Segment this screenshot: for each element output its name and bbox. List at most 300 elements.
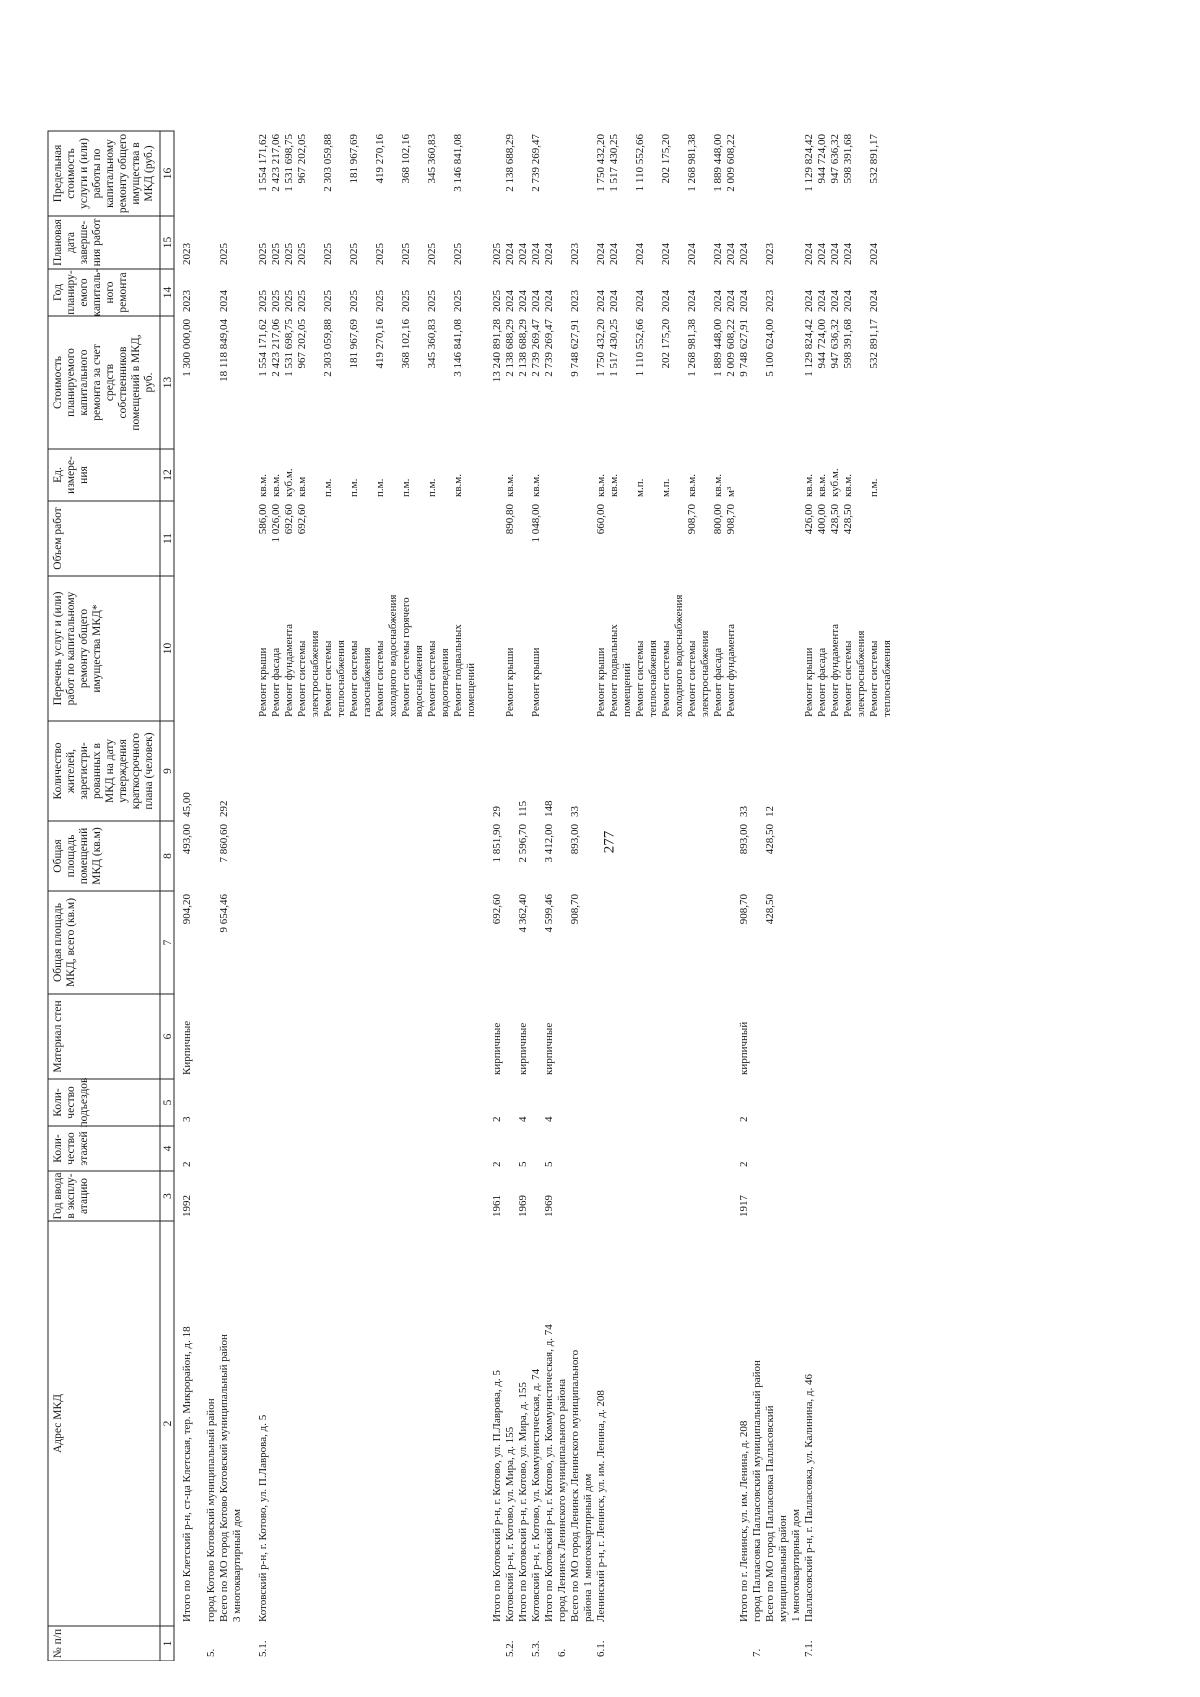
table-cell-col13: 2 138 688,29 (504, 319, 516, 377)
table-cell-col2: Палласовский р-н, г. Палласовка, ул. Калинина, д. 46 (803, 1374, 815, 1622)
table-cell-col6: кирпичные (517, 1022, 529, 1075)
table-cell-col13: 345 360,83 (426, 319, 438, 369)
table-cell-col10: Ремонт крыши (504, 647, 516, 717)
table-cell-col11: 660,00 (595, 504, 607, 535)
table-cell-col15: 2024 (543, 243, 555, 265)
table-cell-col16: 202 175,20 (660, 134, 672, 184)
table-cell-col14: 2025 (296, 290, 308, 312)
table-cell-col15: 2025 (426, 243, 438, 265)
table-cell-col15: 2024 (816, 243, 828, 265)
table-cell-col2: Итого по Котовский р-н, г. Котово, ул. Мира, д. 155 (517, 1382, 529, 1622)
table-cell-col8: 893,00 (738, 824, 750, 855)
table-cell-col10: Ремонт подвальных (608, 624, 620, 717)
table-cell-col5: 2 (491, 1116, 503, 1122)
column-header-6: Материал стен (52, 1000, 64, 1073)
table-cell-col6: Кирпичные (181, 1020, 193, 1075)
table-cell-col1: 6.1. (595, 1640, 607, 1657)
column-header-15: Плановая (52, 219, 64, 266)
table-cell-col12: кв.м. (270, 474, 282, 497)
table-cell-col9: 292 (218, 800, 230, 817)
table-cell-col12: кв.м. (686, 474, 698, 497)
table-cell-col8: 2 596,70 (517, 824, 529, 863)
table-cell-col3: 1969 (543, 1195, 555, 1217)
table-cell-col6: кирпичные (491, 1022, 503, 1075)
column-number-13: 13 (162, 376, 174, 389)
column-number-9: 9 (162, 768, 174, 774)
table-cell-col14: 2023 (764, 290, 776, 312)
column-header-14: Год (52, 284, 64, 301)
table-cell-col10: Ремонт системы (296, 640, 308, 717)
table-cell-col13: 5 100 624,00 (764, 319, 776, 377)
table-cell-col9: 12 (764, 806, 776, 817)
column-header-1: № п/п (52, 1628, 64, 1659)
table-cell-col11: 908,70 (686, 504, 698, 535)
table-cell-col10: Ремонт фундамента (725, 623, 737, 717)
table-cell-col10: теплоснабжения (647, 640, 659, 717)
column-header-12: ния (78, 466, 90, 484)
column-header-14: планиру- (65, 270, 77, 315)
table-cell-col15: 2025 (218, 243, 230, 265)
table-cell-col16: 2 138 688,29 (504, 134, 516, 192)
table-cell-col15: 2024 (530, 243, 542, 265)
table-cell-col12: м.п. (660, 478, 672, 497)
table-cell-col6: кирпичный (738, 1021, 750, 1075)
column-header-13: капитального (78, 349, 90, 416)
table-cell-col13: 9 748 627,91 (738, 319, 750, 377)
table-cell-col15: 2024 (504, 243, 516, 265)
table-cell-col2: 3 многоквартирный дом (231, 1509, 243, 1622)
table-cell-col12: п.м. (400, 478, 412, 497)
table-cell-col14: 2024 (595, 290, 607, 312)
table-cell-col16: 598 391,68 (842, 134, 854, 184)
column-header-14: капиталь- (91, 268, 103, 317)
table-cell-col14: 2024 (712, 290, 724, 312)
table-cell-col15: 2024 (660, 243, 672, 265)
table-cell-col16: 3 146 841,08 (452, 134, 464, 192)
table-cell-col12: кв.м. (257, 474, 269, 497)
table-cell-col12: кв.м. (530, 474, 542, 497)
table-cell-col7: 908,70 (569, 894, 581, 925)
table-cell-col10: Ремонт крыши (257, 647, 269, 717)
column-number-15: 15 (162, 236, 174, 249)
column-header-15: заверше- (78, 220, 90, 265)
table-cell-col10: Ремонт системы (686, 640, 698, 717)
column-number-7: 7 (162, 939, 174, 946)
table-cell-col9: 29 (491, 806, 503, 817)
table-cell-col14: 2023 (181, 290, 193, 312)
table-cell-col13: 967 202,05 (296, 319, 308, 369)
column-header-10: имущества МКД* (91, 604, 103, 693)
column-number-3: 3 (162, 1193, 174, 1199)
table-cell-col12: кв.м. (452, 474, 464, 497)
table-cell-col10: помещений (465, 662, 477, 717)
table-cell-col3: 1917 (738, 1195, 750, 1217)
table-cell-col16: 181 967,69 (348, 134, 360, 184)
table-cell-col10: Ремонт системы (660, 640, 672, 717)
table-cell-col8: 428,50 (764, 824, 776, 855)
column-header-3: в эксплу- (65, 1173, 77, 1219)
table-cell-col5: 3 (181, 1116, 193, 1122)
table-cell-col10: Ремонт подвальных (452, 624, 464, 717)
column-header-16: стоимость (65, 148, 77, 199)
table-cell-col10: электроснабжения (855, 630, 867, 717)
column-header-9: утверждения (117, 739, 129, 803)
table-cell-col13: 18 118 849,04 (218, 319, 230, 382)
column-number-6: 6 (162, 1033, 174, 1040)
column-number-10: 10 (162, 642, 174, 655)
table-cell-col11: 428,50 (829, 504, 841, 535)
table-cell-col2: Ленинский р-н, г. Ленинск, ул. им. Ленина, д. 208 (595, 1390, 607, 1622)
table-cell-col12: м.п. (634, 478, 646, 497)
table-cell-col13: 2 138 688,29 (517, 319, 529, 377)
column-header-13: собственников (117, 346, 129, 419)
table-cell-col11: 426,00 (803, 504, 815, 535)
column-number-8: 8 (162, 853, 174, 859)
column-header-13: руб. (143, 372, 155, 393)
table-cell-col13: 3 146 841,08 (452, 319, 464, 377)
column-header-9: краткосрочного (130, 732, 142, 810)
table-cell-col16: 2 423 217,06 (270, 134, 282, 192)
table-cell-col12: кв.м (296, 476, 308, 497)
table-cell-col15: 2024 (686, 243, 698, 265)
table-cell-col16: 419 270,16 (374, 134, 386, 184)
column-number-16: 16 (162, 167, 174, 180)
table-cell-col12: м³ (725, 486, 737, 497)
table-cell-col15: 2024 (517, 243, 529, 265)
column-header-5: подъездов (78, 1077, 90, 1128)
column-header-13: средств (104, 363, 116, 402)
table-cell-col13: 1 129 824,42 (803, 319, 815, 377)
table-cell-col15: 2025 (322, 243, 334, 265)
table-cell-col7: 692,60 (491, 894, 503, 925)
table-cell-col16: 944 724,00 (816, 134, 828, 184)
column-header-16: имущества в (130, 142, 142, 205)
table-cell-col8: 493,00 (181, 824, 193, 855)
table-cell-col11: 800,00 (712, 504, 724, 535)
table-cell-col12: кв.м. (803, 474, 815, 497)
table-cell-col9: 33 (569, 806, 581, 817)
column-header-16: капитальному (104, 139, 116, 208)
table-cell-col13: 1 517 430,25 (608, 319, 620, 377)
column-number-1: 1 (162, 1640, 174, 1647)
table-cell-col14: 2025 (348, 290, 360, 312)
table-cell-col10: Ремонт фасада (816, 647, 828, 717)
table-cell-col14: 2024 (530, 290, 542, 312)
table-cell-col13: 1 531 698,75 (283, 319, 295, 377)
table-cell-col16: 1 517 430,25 (608, 134, 620, 192)
table-cell-col8: 1 851,90 (491, 824, 503, 863)
column-header-16: работы по (91, 148, 103, 199)
table-cell-col13: 2 739 269,47 (530, 319, 542, 377)
table-cell-col1: 6. (556, 1648, 568, 1657)
table-cell-col16: 532 891,17 (868, 134, 880, 184)
table-cell-col10: Ремонт системы (842, 640, 854, 717)
table-cell-col16: 345 360,83 (426, 134, 438, 184)
table-cell-col2: город Котово Котовский муниципальный район (205, 1398, 217, 1622)
table-cell-col5: 2 (738, 1116, 750, 1122)
table-cell-col2: Итого по Котовский р-н, г. Котово, ул. П.Лаврова, д. 5 (491, 1370, 503, 1622)
column-header-7: МКД, всего (кв.м) (65, 897, 77, 988)
table-cell-col13: 1 300 000,00 (181, 319, 193, 377)
table-cell-col15: 2024 (595, 243, 607, 265)
column-header-8: МКД (кв.м) (91, 827, 103, 885)
table-cell-col3: 1969 (517, 1195, 529, 1217)
column-header-16: МКД (руб.) (143, 145, 155, 202)
rotated-table-sheet (40, 35, 1160, 1661)
table-cell-col2: Котовский р-н, г. Котово, ул. Мира, д. 155 (504, 1426, 516, 1622)
table-cell-col13: 2 739 269,47 (543, 319, 555, 377)
table-cell-col14: 2025 (491, 290, 503, 312)
table-cell-col15: 2024 (712, 243, 724, 265)
table-cell-col12: кв.м. (712, 474, 724, 497)
table-cell-col14: 2024 (842, 290, 854, 312)
table-cell-col11: 692,60 (296, 504, 308, 535)
table-cell-col2: город Палласовка Палласовский муниципальный район (751, 1360, 763, 1622)
column-header-11: Объем работ (52, 507, 64, 570)
table-cell-col16: 2 739 269,47 (530, 134, 542, 192)
column-header-13: планируемого (65, 348, 77, 417)
table-cell-col14: 2025 (426, 290, 438, 312)
table-cell-col15: 2024 (803, 243, 815, 265)
table-cell-col12: п.м. (348, 478, 360, 497)
table-cell-col16: 1 268 981,38 (686, 134, 698, 192)
table-cell-col7: 9 654,46 (218, 894, 230, 933)
table-cell-col10: Ремонт системы (868, 640, 880, 717)
table-cell-col14: 2024 (218, 290, 230, 312)
table-cell-col8: 3 412,00 (543, 824, 555, 863)
table-cell-col7: 428,50 (764, 894, 776, 925)
table-cell-col16: 1 750 432,20 (595, 134, 607, 192)
column-header-10: ремонту общего (78, 608, 90, 689)
table-cell-col14: 2025 (257, 290, 269, 312)
table-cell-col2: Итого по Клетский р-н, ст-ца Клетская, тер. Микрорайон, д. 18 (181, 1326, 193, 1622)
table-cell-col4: 2 (181, 1161, 193, 1167)
table-cell-col16: 1 889 448,00 (712, 134, 724, 192)
table-cell-col12: п.м. (374, 478, 386, 497)
table-cell-col14: 2025 (283, 290, 295, 312)
table-cell-col13: 181 967,69 (348, 319, 360, 369)
table-cell-col1: 5.2. (504, 1640, 516, 1657)
table-cell-col11: 908,70 (725, 504, 737, 535)
table-cell-col12: п.м. (322, 478, 334, 497)
table-cell-col3: 1992 (181, 1195, 193, 1217)
table-cell-col13: 419 270,16 (374, 319, 386, 369)
table-cell-col10: водоснабжения (413, 645, 425, 717)
table-cell-col16: 1 531 698,75 (283, 134, 295, 192)
table-cell-col12: п.м. (426, 478, 438, 497)
table-cell-col13: 598 391,68 (842, 319, 854, 369)
table-cell-col2: 1 многоквартирный дом (790, 1509, 802, 1622)
table-cell-col15: 2023 (181, 243, 193, 265)
table-cell-col10: Ремонт крыши (803, 647, 815, 717)
table-cell-col2: Итого по Котовский р-н, г. Котово, ул. Коммунистическая, д. 74 (543, 1324, 555, 1622)
table-cell-col16: 2 303 059,88 (322, 134, 334, 192)
table-cell-col14: 2024 (725, 290, 737, 312)
table-cell-col13: 9 748 627,91 (569, 319, 581, 377)
table-cell-col14: 2024 (660, 290, 672, 312)
table-cell-col13: 2 303 059,88 (322, 319, 334, 377)
table-cell-col14: 2025 (374, 290, 386, 312)
column-header-16: Предельная (52, 144, 64, 203)
table-cell-col9: 45,00 (181, 792, 193, 817)
table-cell-col15: 2025 (374, 243, 386, 265)
table-cell-col3: 1961 (491, 1195, 503, 1217)
table-cell-col10: Ремонт системы (426, 640, 438, 717)
table-cell-col10: Ремонт крыши (595, 647, 607, 717)
table-cell-col5: 4 (517, 1116, 529, 1122)
table-cell-col10: Ремонт фасада (270, 647, 282, 717)
table-cell-col10: теплоснабжения (881, 640, 893, 717)
column-header-12: измере- (65, 456, 77, 494)
table-cell-col12: п.м. (868, 478, 880, 497)
table-cell-col2: Всего по МО город Ленинск Ленинского муниципального (569, 1349, 581, 1622)
table-cell-col10: Ремонт системы (374, 640, 386, 717)
table-cell-col13: 1 110 552,66 (634, 319, 646, 377)
table-cell-col13: 2 423 217,06 (270, 319, 282, 377)
table-cell-col12: куб.м. (829, 468, 841, 497)
column-header-8: площадь (65, 834, 77, 878)
table-cell-col15: 2025 (270, 243, 282, 265)
table-cell-col1: 5.1. (257, 1640, 269, 1657)
column-header-14: ного (104, 281, 116, 304)
table-cell-col14: 2024 (608, 290, 620, 312)
table-cell-col1: 5.3. (530, 1640, 542, 1657)
table-cell-col16: 1 110 552,66 (634, 134, 646, 192)
table-cell-col11: 586,00 (257, 504, 269, 535)
table-cell-col14: 2024 (829, 290, 841, 312)
table-cell-col10: электроснабжения (309, 630, 321, 717)
column-header-3: Год ввода (52, 1172, 64, 1220)
column-number-12: 12 (162, 469, 174, 481)
table-cell-col16: 1 129 824,42 (803, 134, 815, 192)
column-header-2: Адрес МКД (52, 1393, 64, 1454)
column-header-10: работ по капитальному (65, 591, 77, 706)
table-cell-col13: 1 750 432,20 (595, 319, 607, 377)
table-cell-col2: город Ленинск Ленинского муниципального района (556, 1378, 568, 1622)
column-number-2: 2 (162, 1420, 174, 1427)
table-cell-col13: 947 636,32 (829, 319, 841, 369)
table-cell-col9: 148 (543, 800, 555, 817)
column-header-12: Ед. (52, 467, 64, 483)
table-cell-col1: 7.1. (803, 1640, 815, 1657)
table-cell-col9: 33 (738, 806, 750, 817)
table-cell-col13: 1 268 981,38 (686, 319, 698, 377)
table-cell-col2: муниципальный район (777, 1515, 789, 1622)
table-cell-col10: теплоснабжения (335, 640, 347, 717)
table-cell-col16: 967 202,05 (296, 134, 308, 184)
table-cell-col8: 7 860,60 (218, 824, 230, 863)
table-cell-col4: 2 (738, 1161, 750, 1167)
table-cell-col4: 2 (491, 1161, 503, 1167)
table-cell-col13: 13 240 891,28 (491, 319, 503, 383)
column-header-13: помещений в МКД, (130, 334, 142, 431)
table-cell-col12: кв.м. (504, 474, 516, 497)
table-cell-col13: 1 554 171,62 (257, 319, 269, 377)
table-cell-col2: Котовский р-н, г. Котово, ул. П.Лаврова, д. 5 (257, 1414, 269, 1622)
table-cell-col11: 1 048,00 (530, 504, 542, 543)
table-cell-col6: кирпичные (543, 1022, 555, 1075)
table-cell-col15: 2024 (868, 243, 880, 265)
table-cell-col14: 2024 (517, 290, 529, 312)
table-cell-col11: 890,80 (504, 504, 516, 535)
table-cell-col16: 2 009 608,22 (725, 134, 737, 192)
table-cell-col10: Ремонт системы (634, 640, 646, 717)
page-number: 277 (601, 830, 618, 854)
table-cell-col15: 2024 (634, 243, 646, 265)
table-cell-col10: Ремонт системы горячего (400, 597, 412, 717)
column-header-7: Общая площадь (52, 903, 64, 982)
table-cell-col7: 904,20 (181, 894, 193, 925)
table-cell-col15: 2025 (491, 243, 503, 265)
table-cell-col15: 2024 (829, 243, 841, 265)
table-cell-col14: 2024 (868, 290, 880, 312)
column-header-15: ния работ (91, 218, 103, 267)
table-cell-col15: 2025 (348, 243, 360, 265)
table-cell-col16: 1 554 171,62 (257, 134, 269, 192)
table-cell-col13: 944 724,00 (816, 319, 828, 369)
column-header-9: Количество (52, 742, 64, 800)
table-cell-col12: кв.м. (608, 474, 620, 497)
table-cell-col9: 115 (517, 800, 529, 817)
column-header-8: Общая (52, 839, 64, 873)
table-cell-col10: Ремонт крыши (530, 647, 542, 717)
table-cell-col14: 2024 (543, 290, 555, 312)
column-header-16: ремонту общего (117, 133, 129, 214)
table-cell-col2: Всего по МО город Палласовка Палласовский (764, 1405, 776, 1622)
table-cell-col15: 2024 (608, 243, 620, 265)
column-header-14: ремонта (117, 272, 129, 313)
table-cell-col10: холодного водоснабжения (387, 594, 399, 717)
column-header-9: плана (человек) (143, 732, 155, 810)
table-cell-col15: 2025 (452, 243, 464, 265)
column-header-13: Стоимость (52, 356, 64, 409)
table-cell-col15: 2025 (283, 243, 295, 265)
table-cell-col14: 2025 (270, 290, 282, 312)
table-cell-col10: водоотведения (439, 648, 451, 717)
table-cell-col11: 692,60 (283, 504, 295, 535)
table-cell-col14: 2024 (816, 290, 828, 312)
column-header-14: емого (78, 278, 90, 307)
table-cell-col15: 2024 (738, 243, 750, 265)
table-cell-col12: кв.м. (816, 474, 828, 497)
table-cell-col16: 947 636,32 (829, 134, 841, 184)
column-header-16: услуги и (или) (78, 138, 90, 209)
table-cell-col8: 893,00 (569, 824, 581, 855)
column-header-4: этажей (78, 1131, 90, 1166)
table-cell-col10: Ремонт системы (322, 640, 334, 717)
table-cell-col13: 1 889 448,00 (712, 319, 724, 377)
table-cell-col10: Ремонт системы (348, 640, 360, 717)
table-cell-col1: 5. (205, 1648, 217, 1657)
table-cell-col13: 368 102,16 (400, 319, 412, 369)
column-header-10: Перечень услуг и (или) (52, 591, 64, 706)
column-header-4: Коли- (52, 1134, 64, 1163)
column-number-5: 5 (162, 1099, 174, 1106)
capital-repair-table (40, 35, 1160, 1661)
column-header-9: жителей, (65, 748, 77, 794)
table-cell-col15: 2023 (569, 243, 581, 265)
table-cell-col11: 1 026,00 (270, 504, 282, 543)
table-cell-col14: 2024 (634, 290, 646, 312)
table-cell-col7: 4 599,46 (543, 894, 555, 933)
table-cell-col10: Ремонт фасада (712, 647, 724, 717)
column-header-15: дата (65, 232, 77, 253)
column-header-9: зарегистри- (78, 742, 90, 800)
table-cell-col14: 2024 (686, 290, 698, 312)
table-cell-col10: электроснабжения (699, 630, 711, 717)
table-cell-col2: Котовский р-н, г. Котово, ул. Коммунистическая, д. 74 (530, 1368, 542, 1622)
table-cell-col16: 368 102,16 (400, 134, 412, 184)
